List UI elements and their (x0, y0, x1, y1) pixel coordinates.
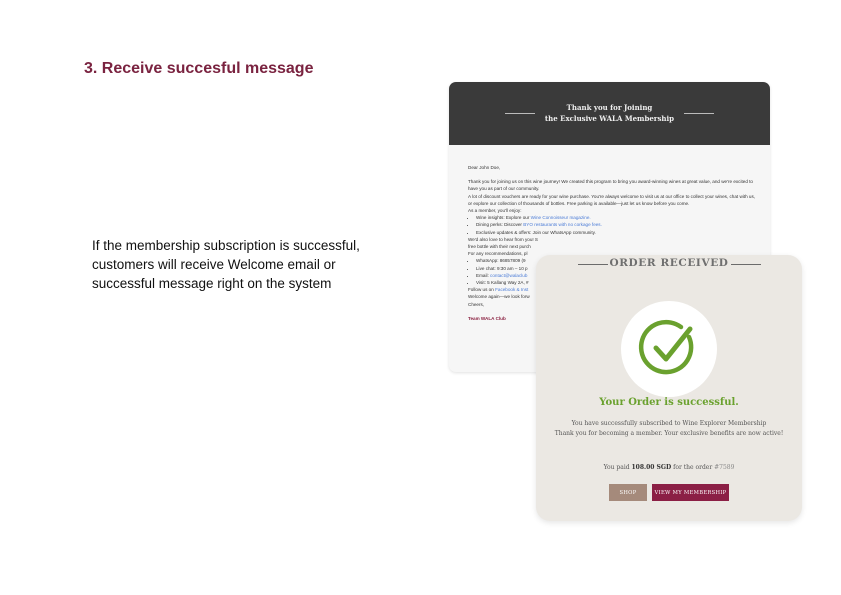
email-signature: Team WALA Club (468, 315, 506, 321)
magazine-link[interactable]: Wine Connoisseur magazine. (530, 215, 591, 221)
list-item (476, 221, 758, 228)
order-received-title: ORDER RECEIVED (609, 257, 729, 269)
email-paragraph: Cheers, (468, 301, 485, 307)
list-item: • Visit: 5 Kallang Way 2A, # (476, 279, 758, 286)
shop-button[interactable]: SHOP (609, 484, 647, 501)
email-link[interactable]: contact@walaclub (490, 272, 528, 278)
email-header-title (449, 102, 770, 124)
order-label: for the order (671, 464, 715, 471)
success-message: Your Order is successful. (599, 397, 739, 408)
benefits-line: Thank you for becoming a member. Your exclusive benefits are now active! (554, 430, 784, 437)
benefit-list (468, 214, 758, 236)
payment-summary (536, 464, 802, 471)
email-paragraph: We'd also love to hear from you! S (468, 236, 538, 242)
email-greeting: Dear John Doe, (468, 165, 501, 170)
subscription-line: You have successfully subscribed to Wine Explorer Membership (571, 420, 767, 427)
email-header-line2: the Exclusive WALA Membership (544, 114, 675, 123)
check-icon (637, 317, 701, 381)
email-paragraph: For any recommendations, pl (468, 251, 528, 257)
list-item: • WhatsApp: 86857809 (9 (476, 257, 758, 264)
list-item: • Exclusive updates & offers: Join our WhatsApp community. (476, 229, 758, 236)
email-paragraph: Welcome again—we look forw (468, 294, 530, 300)
email-enjoy-label: As a member, you'll enjoy: (468, 208, 522, 214)
slide-title: 3. Receive succesful message (84, 60, 314, 77)
view-membership-button[interactable]: VIEW MY MEMBERSHIP (652, 484, 729, 501)
list-item-text: Dining perks: Discover (476, 222, 524, 228)
order-received-card (536, 255, 802, 521)
list-item-text: Email: (476, 272, 491, 278)
subscription-details (536, 419, 802, 439)
email-header-line1: Thank you for Joining (566, 103, 653, 112)
list-item (476, 214, 758, 221)
paid-amount: 108.00 SGD (631, 464, 672, 471)
follow-text: Follow us on (468, 287, 496, 293)
email-paragraph: A lot of discount vouchers are ready for your wine purchase. You're always welcome to visit us at our office to collect your wines, chat with us, or explore our collection of thousands of bottles. Free parking is available—just let us know before you come. (468, 193, 756, 206)
email-paragraph: free bottle with their next purch (468, 244, 531, 250)
email-paragraph: Thank you for joining us on this wine journey! We created this program to bring you award-winning wines at great value, and we're excited to have you as part of our community. (468, 179, 753, 192)
social-link[interactable]: Facebook & Inst (495, 287, 529, 293)
order-id: #7589 (714, 464, 735, 471)
slide-description: If the membership subscription is successful, customers will receive Welcome email or successful message right on the system (92, 238, 360, 291)
check-circle (621, 301, 717, 397)
email-header (449, 82, 770, 145)
list-item: • Live chat: 9:30 am – 10 p (476, 265, 758, 272)
restaurants-link[interactable]: BYO restaurants with no corkage fees. (523, 222, 602, 228)
list-item-text: Wine insights: Explore our (476, 215, 531, 221)
paid-label: You paid (603, 464, 632, 471)
